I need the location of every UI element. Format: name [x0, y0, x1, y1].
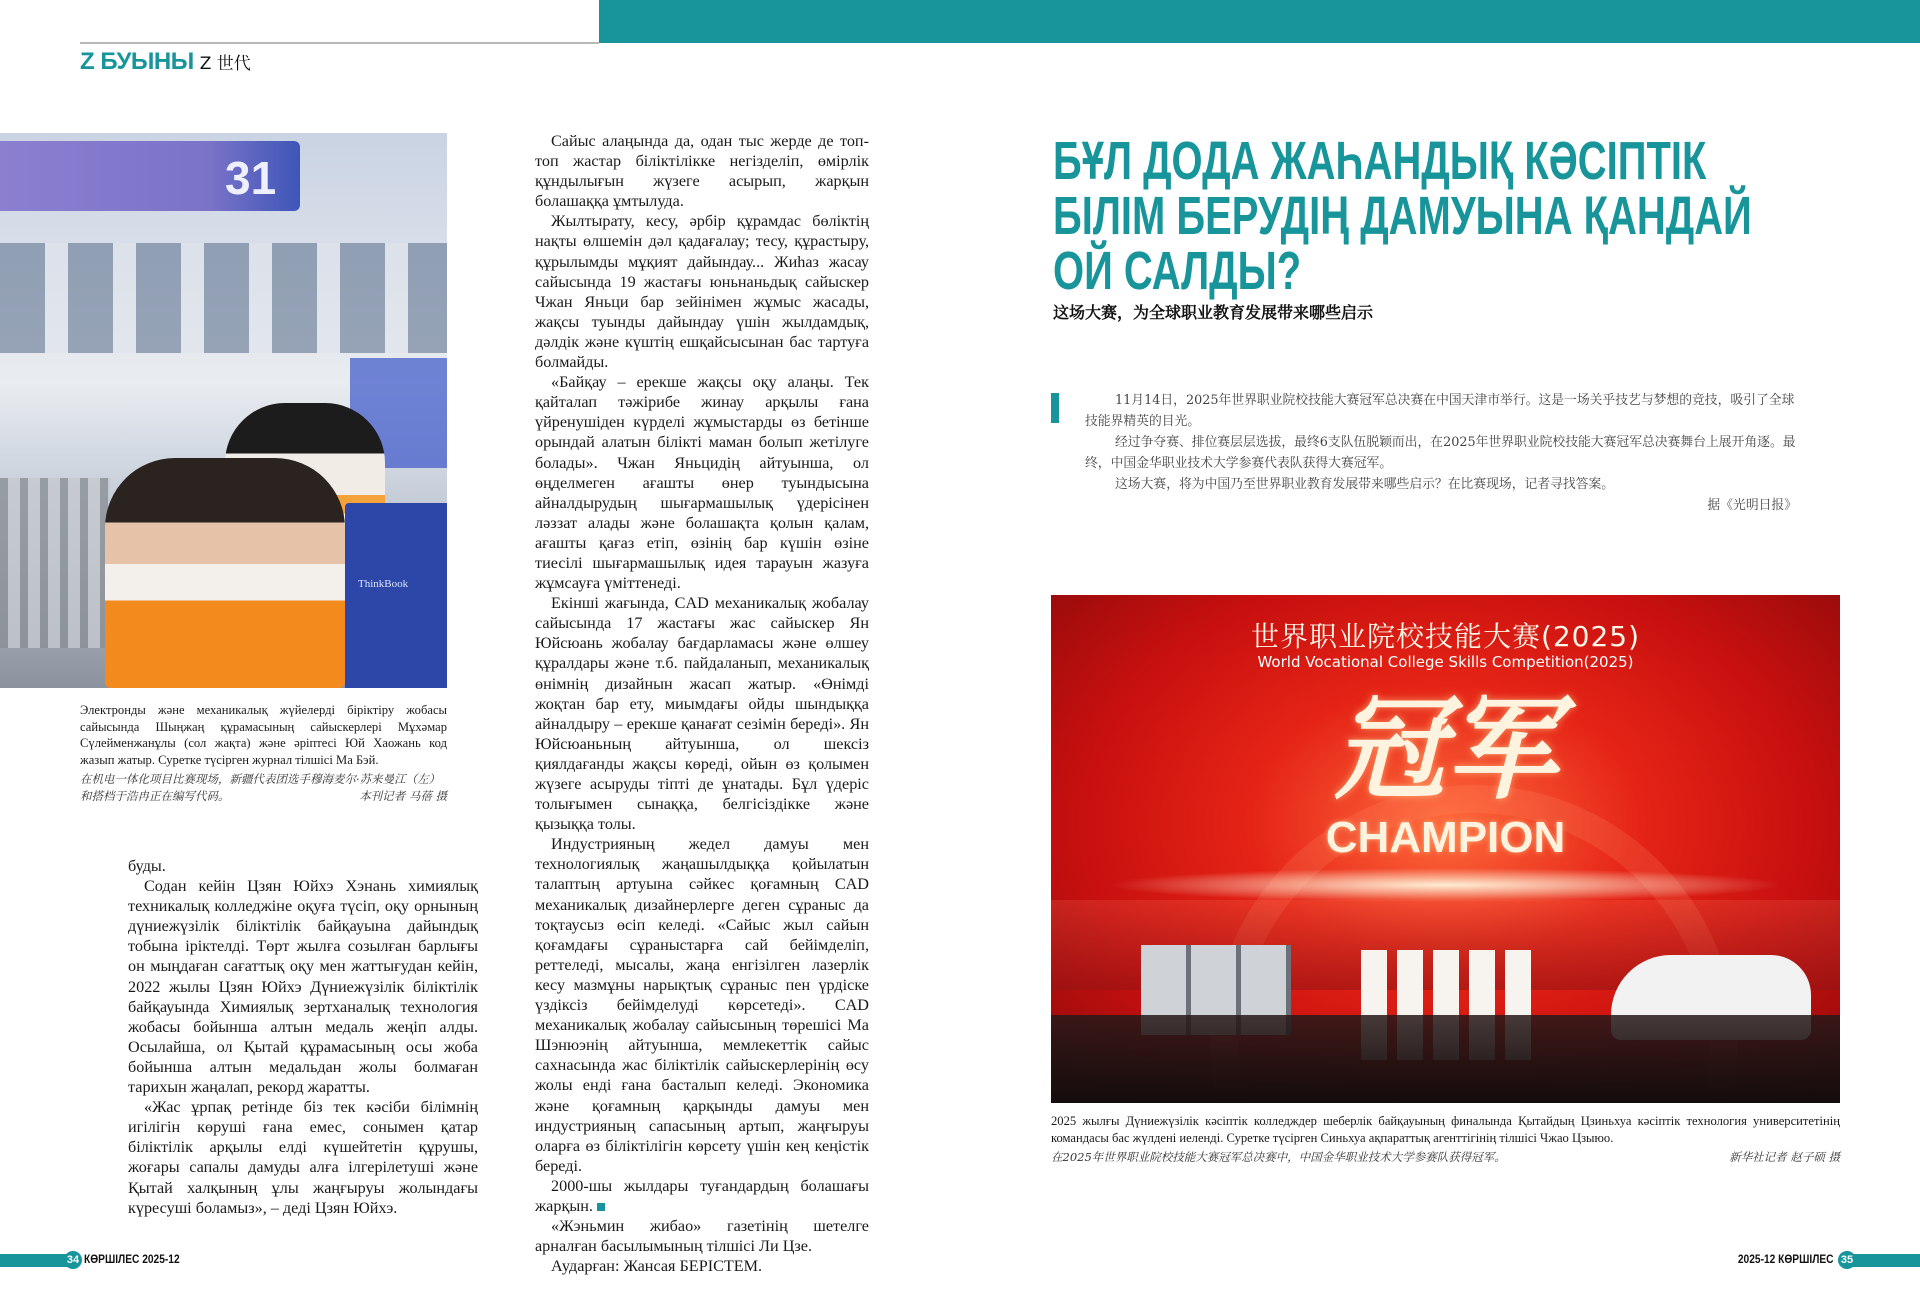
intro-marker [1051, 393, 1059, 423]
footer-text-right: 2025-12 КӨРШІЛЕС [1738, 1252, 1834, 1266]
middle-body-column [535, 131, 869, 1276]
laptop [345, 503, 447, 688]
intro-paragraph: 11月14日，2025年世界职业院校技能大赛冠军总决赛在中国天津市举行。这是一场关乎技艺与梦想的竞技，吸引了全球技能界精英的目光。 [1085, 393, 1795, 429]
paragraph: Содан кейін Цзян Юйхэ Хэнань химиялық техникалық колледжіне оқуға түсіп, оқу орнының дүниежүзілік біліктілік байқауына дайындық тобына іріктелді. Төрт жылға созылған барлығы он мыңдаған сағаттық оқу мен жаттығудан кейін, 2022 жылы Цзян Юйхэ Дүниежүзілік біліктілік байқауында Химиялық зертханалық технология жобасы бойынша алтын медаль жеңіп алды. Осылайша, ол Қытай құрамасының осы жоба бойынша алтын медальдан жолы болмаған тарихын жаңалап, рекорд жаратты. [128, 877, 478, 1097]
champion-en: CHAMPION [1325, 813, 1566, 862]
paragraph: Индустрияның жедел дамуы мен технологиялық жаңашылдыққа қойылатын талаптың артуына сәйкес қоғамның CAD механикалық дизайнерлерге деген сұраныс да тоқтаусыз өсіп келеді. «Сайыс жыл сайын қоғамдағы сұраныстарға сай бейімделіп, реттеледі, мысалы, жаңа енгізілген лазерлік кесу мазмұны нарықтық сұраныс пен үрдіске үздіксіз бейімделуді көрсетеді». CAD механикалық жобалау сайысының төрешісі Ма Шэнюэнің айтуынша, мемлекеттік сайыс сахнасында жас біліктілік сайыскерлерінің өсу жолы енді ғана басталып келеді. Экономика және қоғамның қарқынды дамуы мен индустрияның сапасының артып, жаңғыруы оларға өз біліктілігін көрсету үшін кең кеңістік береді. [535, 835, 869, 1175]
caption-credit: 新华社记者 赵子硕 摄 [1729, 1150, 1840, 1164]
translator-line: Аударған: Жансая БЕРІСТЕМ. [551, 1257, 763, 1276]
caption-kz: 2025 жылғы Дүниежүзілік кәсіптік колледждер шеберлік байқауының финалында Қытайдың Цзиньхуа кәсіптік технология университетінің командасы бас жүлдені иеленді. Суретке түсірген Синьхуа ақпараттық агенттігінің тілшісі Чжао Цзыюо. [1051, 1114, 1840, 1145]
audience [1051, 1015, 1840, 1103]
headline-line: БҰЛ ДОДА ЖАҺАНДЫҚ КӘСІПТІК [1053, 131, 1707, 191]
screen-title-en: World Vocational College Skills Competition(2025) [1257, 653, 1634, 671]
left-body-column [128, 856, 478, 1218]
right-photo-caption [1051, 1113, 1840, 1166]
paragraph: Екінші жағында, CAD механикалық жобалау сайысында 17 жастағы жас сайыскер Ян Юйсюань жобалау бағдарламасы және өлшеу құралдары және т.б. пайдаланып, механикалық өнімнің дизайнын жасап жатыр. «Өнімді жоқтан бар ету, миымдағы ойды шындыққа айналдыру – ерекше қанағат сезімін береді». Ян Юйсюаньның айтуынша, ол шексіз қиялдағанды жақсы көреді, ойын өз қолымен жүзеге асыруды тіпті де ұнатады. Бұл үдеріс толығымен сынаққа, белгісіздікке және қызыққа толы. [535, 594, 869, 834]
page-number-right: 35 [1838, 1251, 1856, 1269]
paragraph: Сайыс алаңында да, одан тыс жерде де топ-топ жастар біліктілікке негізделіп, өмірлік құндылығын жүзеге асырып, жарқын болашаққа ұмтылуда. [535, 132, 869, 211]
footer-text-left: КӨРШІЛЕС 2025-12 [84, 1252, 180, 1266]
article-intro [1085, 390, 1797, 516]
caption-credit: 本刊记者 马蓓 摄 [359, 789, 447, 803]
intro-source: 据《光明日报》 [1707, 498, 1797, 513]
paragraph: Жылтырату, кесу, әрбір құрамдас бөліктің нақты өлшемін дәл қадағалау; тесу, құрастыру, құрылымды мұқият дайындау... Жиһаз жасау сайысында 19 жастағы юньнаньдық сайыскер Чжан Яньци бар зейінімен жұмыс жасады, жақсы туынды дайындау үшін жылдамдық, дәлдік және күштің ешқайсысынан бас тартуға болмайды. [535, 212, 869, 372]
top-divider [80, 42, 599, 44]
paragraph: «Жас ұрпақ ретінде біз тек кәсіби білімнің игілігін көруші ғана емес, сонымен қатар біліктілік арқылы елді күшейтетін құрушы, жоғары сапалы дамуды алға ілгерілетуші және Қытай халқының ұлы жаңғыруы жолындағы күресуші боламыз», – деді Цзян Юйхэ. [128, 1098, 478, 1217]
competitors-photo [0, 133, 447, 688]
mechatronics-rig [0, 478, 110, 648]
screen-title-cn: 世界职业院校技能大赛(2025) [1250, 620, 1641, 653]
page-number-left: 34 [64, 1251, 82, 1269]
champion-ceremony-photo [1051, 595, 1840, 1103]
section-header [80, 48, 251, 76]
intro-paragraph: 经过争夺赛、排位赛层层选拔，最终6支队伍脱颖而出，在2025年世界职业院校技能大赛冠军总决赛舞台上展开角逐。最终，中国金华职业技术大学参赛代表队获得大赛冠军。 [1085, 435, 1796, 471]
article-headline [1053, 131, 1752, 301]
article-subtitle: 这场大赛，为全球职业教育发展带来哪些启示 [1053, 303, 1374, 322]
hall-sign-number: 31 [225, 152, 277, 204]
closing-text: 2000-шы жылдары туғандардың болашағы жарқын. [535, 1176, 869, 1215]
laptop-brand: ThinkBook [358, 578, 409, 590]
caption-cn: 在2025年世界职业院校技能大赛冠军总决赛中，中国金华职业技术大学参赛队获得冠军。 [1051, 1150, 1506, 1164]
intro-paragraph: 这场大赛，将为中国乃至世界职业教育发展带来哪些启示？在比赛现场，记者寻找答案。 [1115, 477, 1615, 492]
champion-cn: 冠军 [1333, 685, 1558, 815]
caption-cn: 在机电一体化项目比赛现场，新疆代表团选手穆海麦尔·苏来曼江（左）和搭档于浩冉正在编写代码。 [80, 772, 441, 803]
top-accent-bar [599, 0, 1920, 43]
end-mark-icon [597, 1203, 605, 1211]
hall-wall [0, 243, 447, 353]
section-title-cn: Z 世代 [199, 54, 251, 74]
section-title-kz: Z БУЫНЫ [80, 48, 194, 75]
headline-line: ОЙ САЛДЫ? [1053, 241, 1302, 301]
skyline-glow [1051, 865, 1840, 905]
author-line: «Жэньмин жибао» газетінің шетелге арналған басылымының тілшісі Ли Цзе. [535, 1217, 869, 1256]
caption-kz: Электронды және механикалық жүйелерді біріктіру жобасы сайысында Шыңжаң құрамасының сайыскерлері Мұхәмар Сүлейменжанұлы (сол жақта) және әріптесі Юй Хаожань код жазып жатыр. Суретке түсірген журнал тілшісі Ма Бэй. [80, 703, 447, 767]
paragraph-closing [535, 1176, 869, 1216]
left-photo-caption [80, 702, 447, 805]
paragraph: буды. [128, 857, 166, 875]
headline-line: БІЛІМ БЕРУДІҢ ДАМУЫНА ҚАНДАЙ [1053, 186, 1752, 246]
seated-competitor [105, 458, 345, 688]
paragraph: «Байқау – ерекше жақсы оқу алаңы. Тек қайталап тәжірибе жинау арқылы ғана үйренушіден күрделі жұмыстарды өз бетінше орындай алатын білікті маман болып жетілуге болады». Чжан Яньцидің айтуынша, ол өңделмеген ағашты өнер туындысына айналдырудың шығармашылық үдерісінен ләззат алады және болашақта қолын қалам, ағашты қағаз етіп, өзінің бар күшін өзіне тиесілі шығармашылық идея тарауын жазуға жұмсауға үміттенеді. [535, 373, 869, 593]
